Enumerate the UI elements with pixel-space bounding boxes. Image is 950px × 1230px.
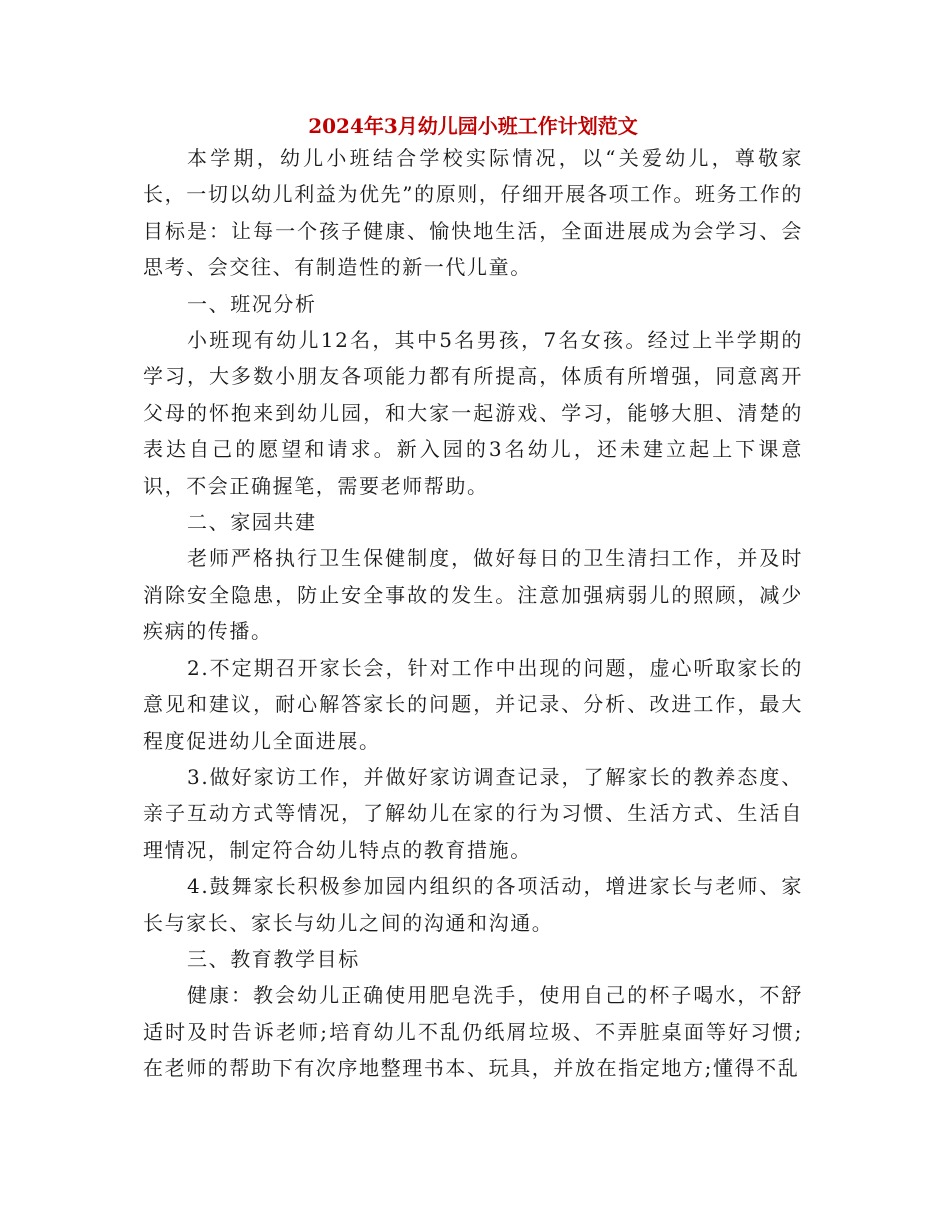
home-school-item-4: 4.鼓舞家长积极参加园内组织的各项活动，增进家长与老师、家长与家长、家长与幼儿之间的沟通和沟通。 [143,874,803,935]
document-title: 2024年3月幼儿园小班工作计划范文 [308,114,638,138]
teaching-goals-paragraph: 健康：教会幼儿正确使用肥皂洗手，使用自己的杯子喝水，不舒适时及时告诉老师;培育幼儿不乱仍纸屑垃圾、不弄脏桌面等好习惯;在老师的帮助下有次序地整理书本、玩具，并放在指定地方;懂得不乱 [143,983,803,1081]
section-heading-teaching-goals: 三、教育教学目标 [187,946,360,971]
home-school-item-2: 2.不定期召开家长会，针对工作中出现的问题，虚心听取家长的意见和建议，耐心解答家长的问题，并记录、分析、改进工作，最大程度促进幼儿全面进展。 [143,655,803,753]
home-school-item-1: 老师严格执行卫生保健制度，做好每日的卫生清扫工作，并及时消除安全隐患，防止安全事故的发生。注意加强病弱儿的照顾，减少疾病的传播。 [143,546,803,644]
section-heading-class-analysis: 一、班况分析 [187,291,317,316]
intro-paragraph: 本学期，幼儿小班结合学校实际情况，以“关爱幼儿，尊敬家长，一切以幼儿利益为优先”的原则，仔细开展各项工作。班务工作的目标是：让每一个孩子健康、愉快地生活，全面进展成为会学习、会思考、会交往、有制造性的新一代儿童。 [143,146,803,280]
home-school-item-3: 3.做好家访工作，并做好家访调查记录，了解家长的教养态度、亲子互动方式等情况，了解幼儿在家的行为习惯、生活方式、生活自理情况，制定符合幼儿特点的教育措施。 [143,764,803,862]
document-page [143,112,803,1087]
section-heading-home-school: 二、家园共建 [187,510,317,535]
class-analysis-paragraph: 小班现有幼儿12名，其中5名男孩，7名女孩。经过上半学期的学习，大多数小朋友各项能力都有所提高，体质有所增强，同意离开父母的怀抱来到幼儿园，和大家一起游戏、学习，能够大胆、清楚的表达自己的愿望和请求。新入园的3名幼儿，还未建立起上下课意识，不会正确握笔，需要老师帮助。 [143,328,803,498]
